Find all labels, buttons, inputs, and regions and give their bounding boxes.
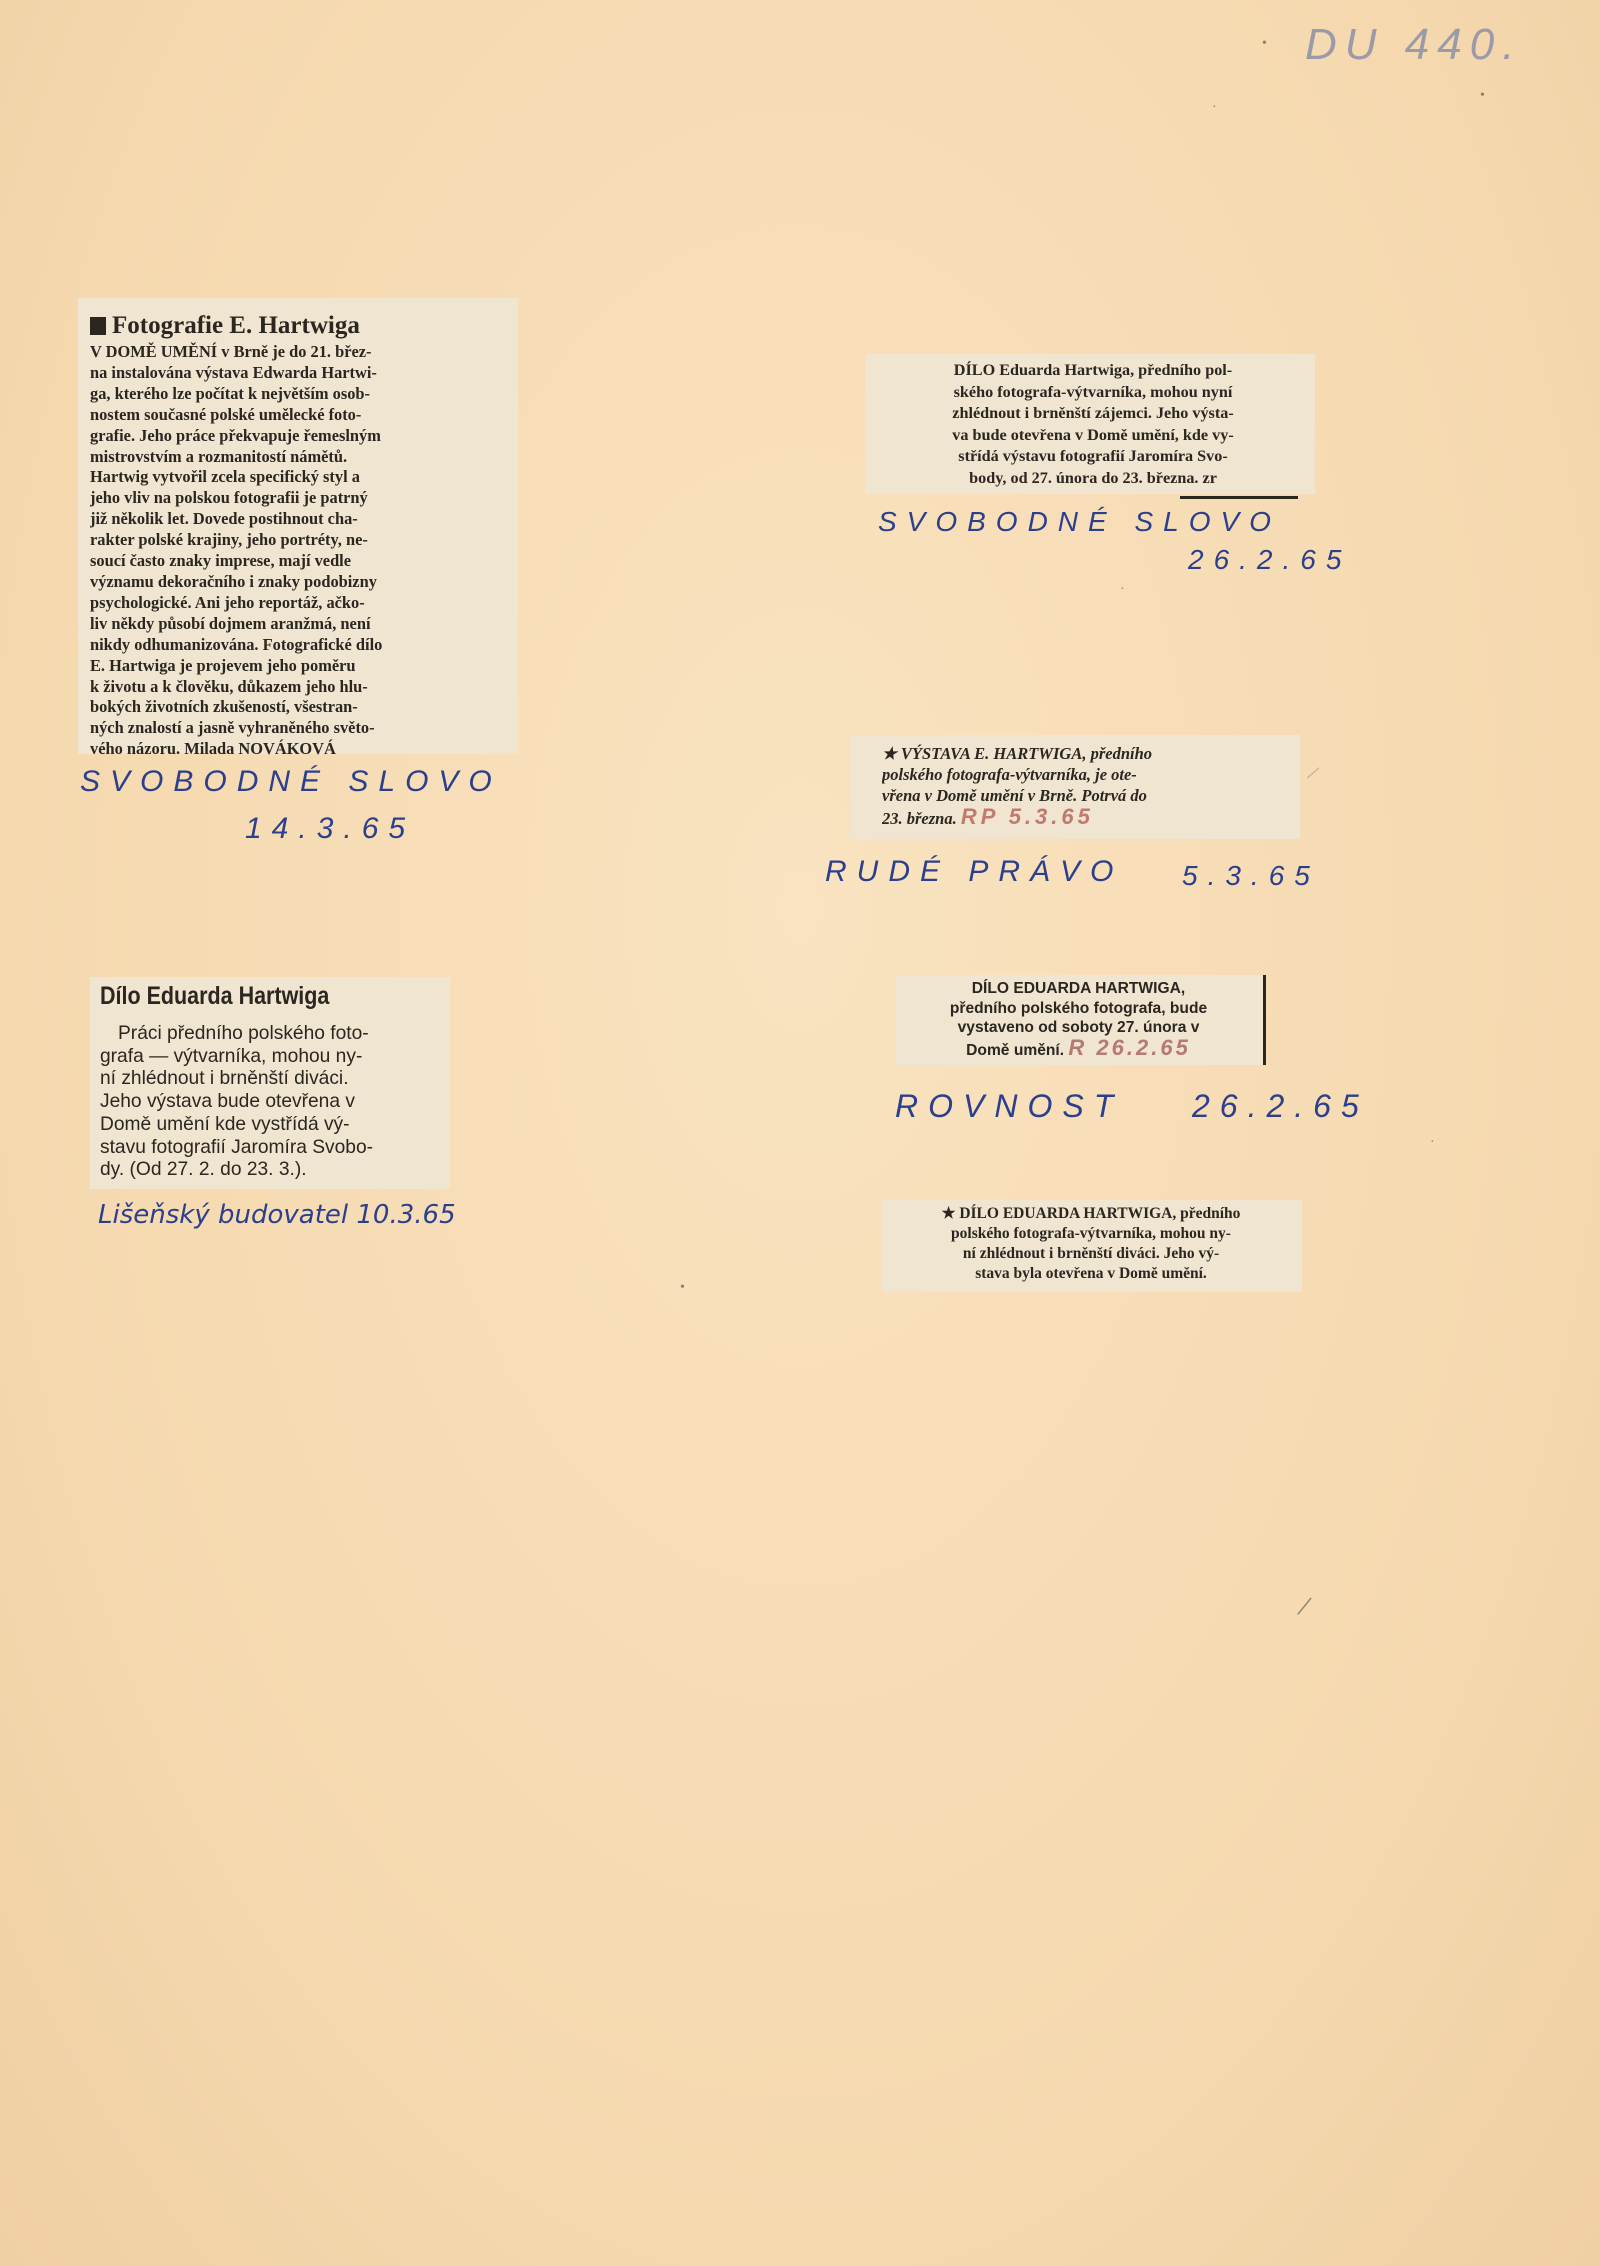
- paper-pencil-stroke: /: [1294, 1589, 1314, 1624]
- archive-mark: DU 440.: [1305, 20, 1523, 69]
- date-note: 14.3.65: [245, 812, 416, 845]
- headline-block-icon: [90, 317, 106, 335]
- date-note: 26.2.65: [1188, 544, 1352, 575]
- clipping-headline: Dílo Eduarda Hartwiga: [100, 982, 330, 1010]
- paper-speck: ·: [1120, 582, 1125, 597]
- clipping-dilo-divaci: ★ DÍLO EDUARDA HARTWIGA, předního polského fotografa-výtvarníka, mohou ny- ní zhlédnout i brněnští diváci. Jeho vý- stava byla otevřena v Domě umění.: [882, 1200, 1302, 1292]
- clipping-dilo-svobodne-slovo: DÍLO Eduarda Hartwiga, předního pol- ského fotografa-výtvarníka, mohou nyní zhlédnout i brněnští zájemci. Jeho výsta- va bude otevřena v Domě umění, kde vy- střídá výstavu fotografií Jaromíra Svo- body, od 27. února do 23. března. zr: [865, 354, 1315, 494]
- paper-speck: ·: [1212, 100, 1217, 115]
- clipping-rule: [1180, 496, 1298, 499]
- clipping-body: V DOMĚ UMĚNÍ v Brně je do 21. břez- na instalována výstava Edwarda Hartwi- ga, kterého lze počítat k největším osob- nostem současné polské umělecké foto- grafie. Jeho práce překvapuje řemeslným mistrovstvím a rozmanitostí námětů. Hartwig vytvořil zcela specifický styl a jeho vliv na polskou fotografii je patrný již několik let. Dovede postihnout cha- rakter polské krajiny, jeho portréty, ne- soucí často znaky imprese, mají vedle významu dekoračního i znaky podobizny psychologické. Ani jeho reportáž, ačko- liv někdy působí dojmem aranžmá, není nikdy odhumanizována. Fotografické dílo E. Hartwiga je projevem jeho poměru k životu a k člověku, důkazem jeho hlu- bokých životních zkušeností, všestran- ných znalostí a jasně vyhraněného světo- vého názoru. Milada NOVÁKOVÁ: [90, 342, 383, 759]
- paper-pencil-stroke: /: [1304, 760, 1323, 785]
- pencil-note: RP 5.3.65: [960, 806, 1094, 829]
- clipping-fotografie-hartwiga: [78, 298, 518, 759]
- source-note: SVOBODNÉ SLOVO: [80, 765, 502, 798]
- source-note: ROVNOST: [895, 1088, 1124, 1124]
- clipping-headline: Fotografie E. Hartwiga: [90, 312, 508, 340]
- clipping-vystava-hartwiga: ★ VÝSTAVA E. HARTWIGA, předního polského fotografa-výtvarníka, je ote- vřena v Domě umění v Brně. Potrvá do 23. března. RP 5.3.65: [850, 735, 1300, 839]
- paper-speck: •: [680, 1280, 685, 1295]
- date-note: 26.2.65: [1192, 1088, 1369, 1124]
- paper-speck: ·: [1430, 1135, 1435, 1150]
- source-note: SVOBODNÉ SLOVO: [878, 506, 1281, 537]
- source-note: Lišeňský budovatel 10.3.65: [98, 1200, 456, 1230]
- pencil-note: R 26.2.65: [1068, 1037, 1191, 1060]
- paper-speck: •: [1262, 36, 1267, 51]
- clipping-dilo-rovnost: DÍLO EDUARDA HARTWIGA, předního polského fotografa, bude vystaveno od soboty 27. února v Domě umění. R 26.2.65: [896, 975, 1266, 1065]
- date-note: 5.3.65: [1182, 860, 1320, 891]
- paper-speck: •: [1480, 88, 1485, 103]
- clipping-dilo-eduarda-hartwiga: Dílo Eduarda Hartwiga Práci předního polského foto- grafa — výtvarníka, mohou ny- ní zhlédnout i brněnští diváci. Jeho výstava bude otevřena v Domě umění kde vystřídá vý- stavu fotografií Jaromíra Svobo- dy. (Od 27. 2. do 23. 3.).: [90, 977, 450, 1189]
- source-note: RUDÉ PRÁVO: [825, 855, 1124, 888]
